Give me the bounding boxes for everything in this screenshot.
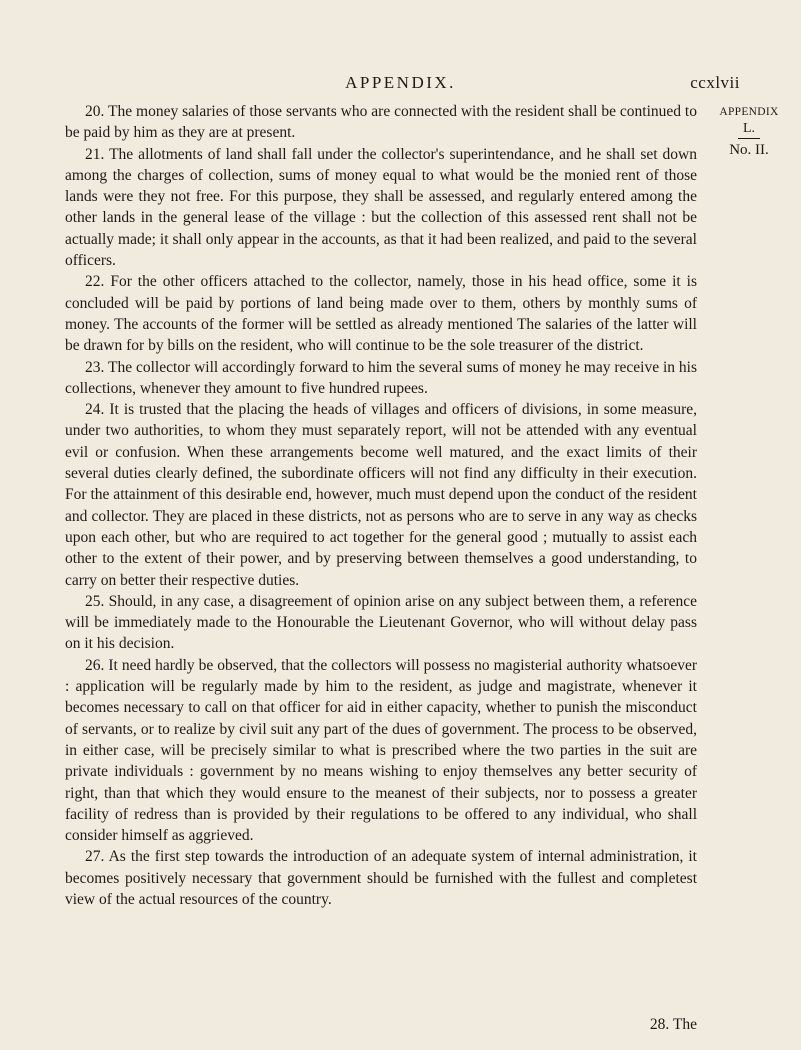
paragraph-26 <box>65 655 697 847</box>
paragraph-text: As the first step towards the introduction of an adequate system of internal administration, it becomes positively necessary that government should be furnished with the fullest and completest view of the actual resources of the country. <box>65 848 697 908</box>
paragraph-text: The money salaries of those servants who are connected with the resident shall be continued to be paid by him as they are at present. <box>65 103 697 142</box>
paragraph-number: 20. <box>85 103 105 120</box>
page-number: ccxlvii <box>690 73 740 92</box>
paragraph-24 <box>65 399 697 591</box>
paragraph-number: 22. <box>85 273 105 291</box>
paragraph-22 <box>65 271 697 356</box>
margin-note-number: No. II. <box>729 142 769 158</box>
margin-note-appendix: APPENDIX <box>719 106 779 118</box>
paragraph-text: It is trusted that the placing the heads of villages and officers of divisions, in some measure, under two authorities, to whom they must separately report, will not be attended with any eventual evil or confusion. When these arrangements become well matured, and the exact limits of their several duties clearly defined, the subordinate officers will not find any difficulty in their execution. For the attainment of this desirable end, however, much must depend upon the conduct of the resident and collector. They are placed in these districts, not as persons who are to serve in any way as checks upon each other, but who are required to act together for the general good ; mutually to assist each other to the extent of their power, and by preserving between themselves a good understanding, to carry on better their respective duties. <box>65 401 697 589</box>
catchword: 28. The <box>649 1016 697 1033</box>
paragraph-text: The collector will accordingly forward to him the several sums of money he may receive in his collections, whenever they amount to five hundred rupees. <box>65 358 697 397</box>
paragraph-text: It need hardly be observed, that the collectors will possess no magisterial authority whatsoever : application will be regularly made by him to the resident, as judge and magistrate, whenever it becomes necessary to call on that officer for aid in either capacity, whether to punish the misconduct of servants, or to realize by civil suit any part of the dues of government. The process to be observed, in either case, will be precisely similar to what is prescribed where the two parties in the suit are private individuals : government by no means wishing to enjoy themselves any better security of right, than that which they would ensure to the meanest of their subjects, nor to possess a greater facility of redress than is provided by their regulations to be offered to any individual, who shall consider himself as aggrieved. <box>65 656 697 845</box>
paragraph-number: 25. <box>85 592 105 610</box>
paragraph-25 <box>65 591 697 655</box>
running-head <box>0 73 801 93</box>
paragraph-number: 26. <box>85 656 105 674</box>
running-head-title: APPENDIX. <box>345 73 456 92</box>
margin-note-rule <box>738 138 760 139</box>
margin-note-letter: L. <box>742 121 756 136</box>
paragraph-number: 24. <box>85 401 105 419</box>
paragraph-text: Should, in any case, a disagreement of opinion arise on any subject between them, a reference will be immediately made to the Honourable the Lieutenant Governor, who will without delay pass on it his decision. <box>65 592 697 653</box>
paragraph-text: For the other officers attached to the collector, namely, those in his head office, some it is concluded will be paid by portions of land being made over to them, others by monthly sums of money. The accounts of the former will be settled as already mentioned The salaries of the latter will be drawn for by bills on the resident, who will continue to be the sole treasurer of the district. <box>65 273 698 355</box>
body-text <box>65 101 697 910</box>
paragraph-number: 27. <box>85 848 105 866</box>
paragraph-27 <box>65 846 697 910</box>
paragraph-21 <box>65 144 697 272</box>
paragraph-number: 23. <box>85 358 105 376</box>
paragraph-20 <box>65 101 697 144</box>
paragraph-23 <box>65 357 697 400</box>
paragraph-number: 21. <box>85 145 105 163</box>
paragraph-text: The allotments of land shall fall under the collector's superintendance, and he shall set down among the charges of collection, sums of money equal to what would be the monied rent of those lands were they not free. For this purpose, they shall be assessed, and regularly entered among the other lands in the general lease of the village : but the collection of this assessed rent shall not be actually made; it shall only appear in the accounts, as that it had been realized, and paid to the several officers. <box>65 145 697 270</box>
margin-note <box>707 105 791 159</box>
